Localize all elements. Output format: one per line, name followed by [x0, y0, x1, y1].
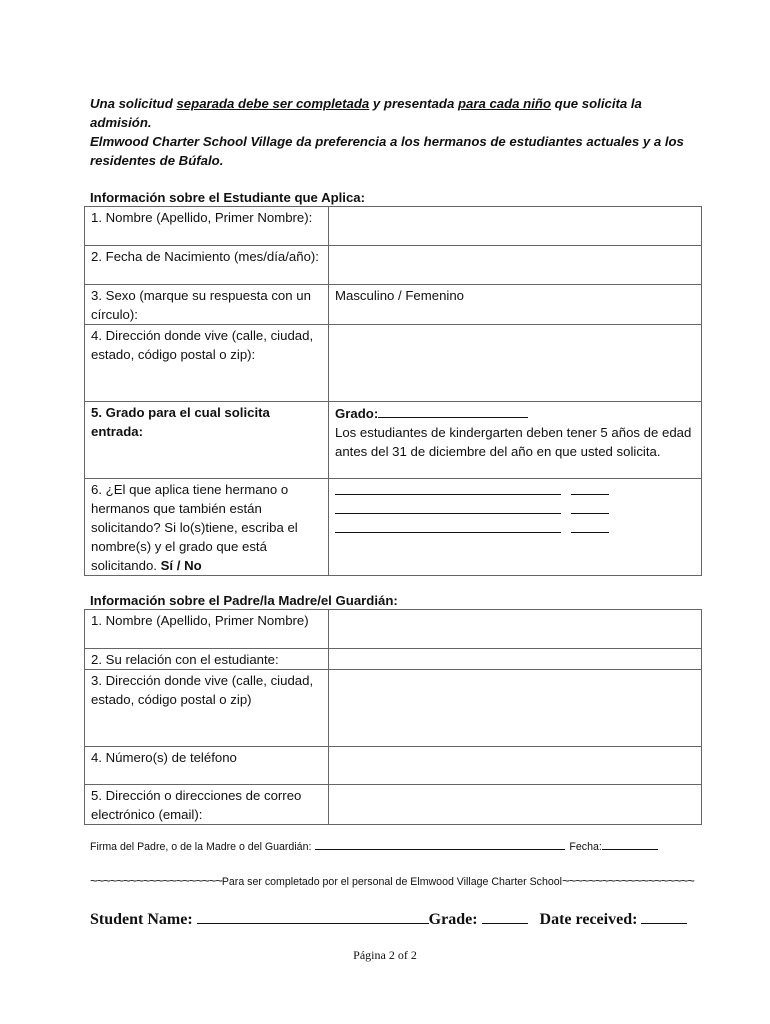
student-birthdate-field[interactable] — [329, 246, 702, 285]
parent-relationship-field[interactable] — [329, 649, 702, 670]
student-row-siblings — [85, 479, 702, 576]
parent-email-label: 5. Dirección o direcciones de correo electrónico (email): — [85, 785, 329, 825]
parent-name-field[interactable] — [329, 610, 702, 649]
grade-office-field[interactable] — [482, 908, 528, 924]
siblings-label: 6. ¿El que aplica tiene hermano o hermanos que también están solicitando? Si lo(s)tiene, escriba el nombre(s) y el grado que está solicitando. Sí / No — [85, 479, 329, 576]
page-number: Página 2 of 2 — [353, 948, 417, 962]
parent-row-relationship — [85, 649, 702, 670]
siblings-field[interactable] — [329, 479, 702, 576]
student-row-birthdate — [85, 246, 702, 285]
parent-info-table — [84, 609, 702, 825]
sibling-line[interactable] — [335, 518, 695, 537]
student-address-field[interactable] — [329, 325, 702, 402]
parent-row-email — [85, 785, 702, 825]
student-grade-label: 5. Grado para el cual solicita entrada: — [85, 402, 329, 479]
date-label: Fecha: — [569, 841, 602, 853]
student-info-table — [84, 206, 702, 576]
date-field[interactable] — [602, 838, 658, 850]
tilde-left: ~~~~~~~~~~~~~~~~~~~~ — [90, 873, 222, 888]
intro-line-preference: Elmwood Charter School Village da preferencia a los hermanos de estudiantes actuales y a los residentes de Búfalo. — [90, 134, 684, 168]
staff-use-divider — [90, 873, 694, 888]
parent-row-name — [85, 610, 702, 649]
signature-line — [90, 838, 662, 853]
parent-name-label: 1. Nombre (Apellido, Primer Nombre) — [85, 610, 329, 649]
parent-section-title: Información sobre el Padre/la Madre/el Guardián: — [90, 593, 398, 608]
parent-address-field[interactable] — [329, 670, 702, 747]
intro-line-separate-application: Una solicitud separada debe ser completada y presentada para cada niño que solicita la admisión. — [90, 96, 642, 130]
parent-phone-label: 4. Número(s) de teléfono — [85, 747, 329, 785]
sibling-line[interactable] — [335, 480, 695, 499]
student-name-office-label: Student Name: — [90, 911, 193, 928]
parent-row-address — [85, 670, 702, 747]
grade-office-label: Grade: — [428, 911, 478, 928]
student-row-grade — [85, 402, 702, 479]
student-name-label: 1. Nombre (Apellido, Primer Nombre): — [85, 207, 329, 246]
parent-address-label: 3. Dirección donde vive (calle, ciudad, estado, código postal o zip) — [85, 670, 329, 747]
tilde-right: ~~~~~~~~~~~~~~~~~~~~ — [562, 873, 694, 888]
student-grade-field[interactable] — [329, 402, 702, 479]
student-sex-label: 3. Sexo (marque su respuesta con un círculo): — [85, 285, 329, 325]
student-row-address — [85, 325, 702, 402]
intro-instructions — [90, 94, 700, 170]
student-section-title: Información sobre el Estudiante que Aplica: — [90, 190, 366, 205]
student-birthdate-label: 2. Fecha de Nacimiento (mes/día/año): — [85, 246, 329, 285]
student-name-office-field[interactable] — [197, 908, 429, 924]
date-received-field[interactable] — [641, 908, 687, 924]
kindergarten-note: Los estudiantes de kindergarten deben tener 5 años de edad antes del 31 de diciembre del año en que usted solicita. — [335, 425, 692, 459]
staff-use-text: Para ser completado por el personal de Elmwood Village Charter School — [221, 876, 563, 888]
signature-label: Firma del Padre, o de la Madre o del Guardián: — [90, 841, 312, 853]
parent-row-phone — [85, 747, 702, 785]
student-row-name — [85, 207, 702, 246]
office-use-line — [90, 908, 687, 929]
signature-field[interactable] — [315, 838, 565, 850]
student-sex-field[interactable]: Masculino / Femenino — [329, 285, 702, 325]
student-name-field[interactable] — [329, 207, 702, 246]
date-received-label: Date received: — [539, 911, 638, 928]
student-row-sex — [85, 285, 702, 325]
grade-blank[interactable]: Grado: — [335, 403, 695, 423]
student-address-label: 4. Dirección donde vive (calle, ciudad, estado, código postal o zip): — [85, 325, 329, 402]
parent-relationship-label: 2. Su relación con el estudiante: — [85, 649, 329, 670]
sibling-line[interactable] — [335, 499, 695, 518]
parent-phone-field[interactable] — [329, 747, 702, 785]
parent-email-field[interactable] — [329, 785, 702, 825]
